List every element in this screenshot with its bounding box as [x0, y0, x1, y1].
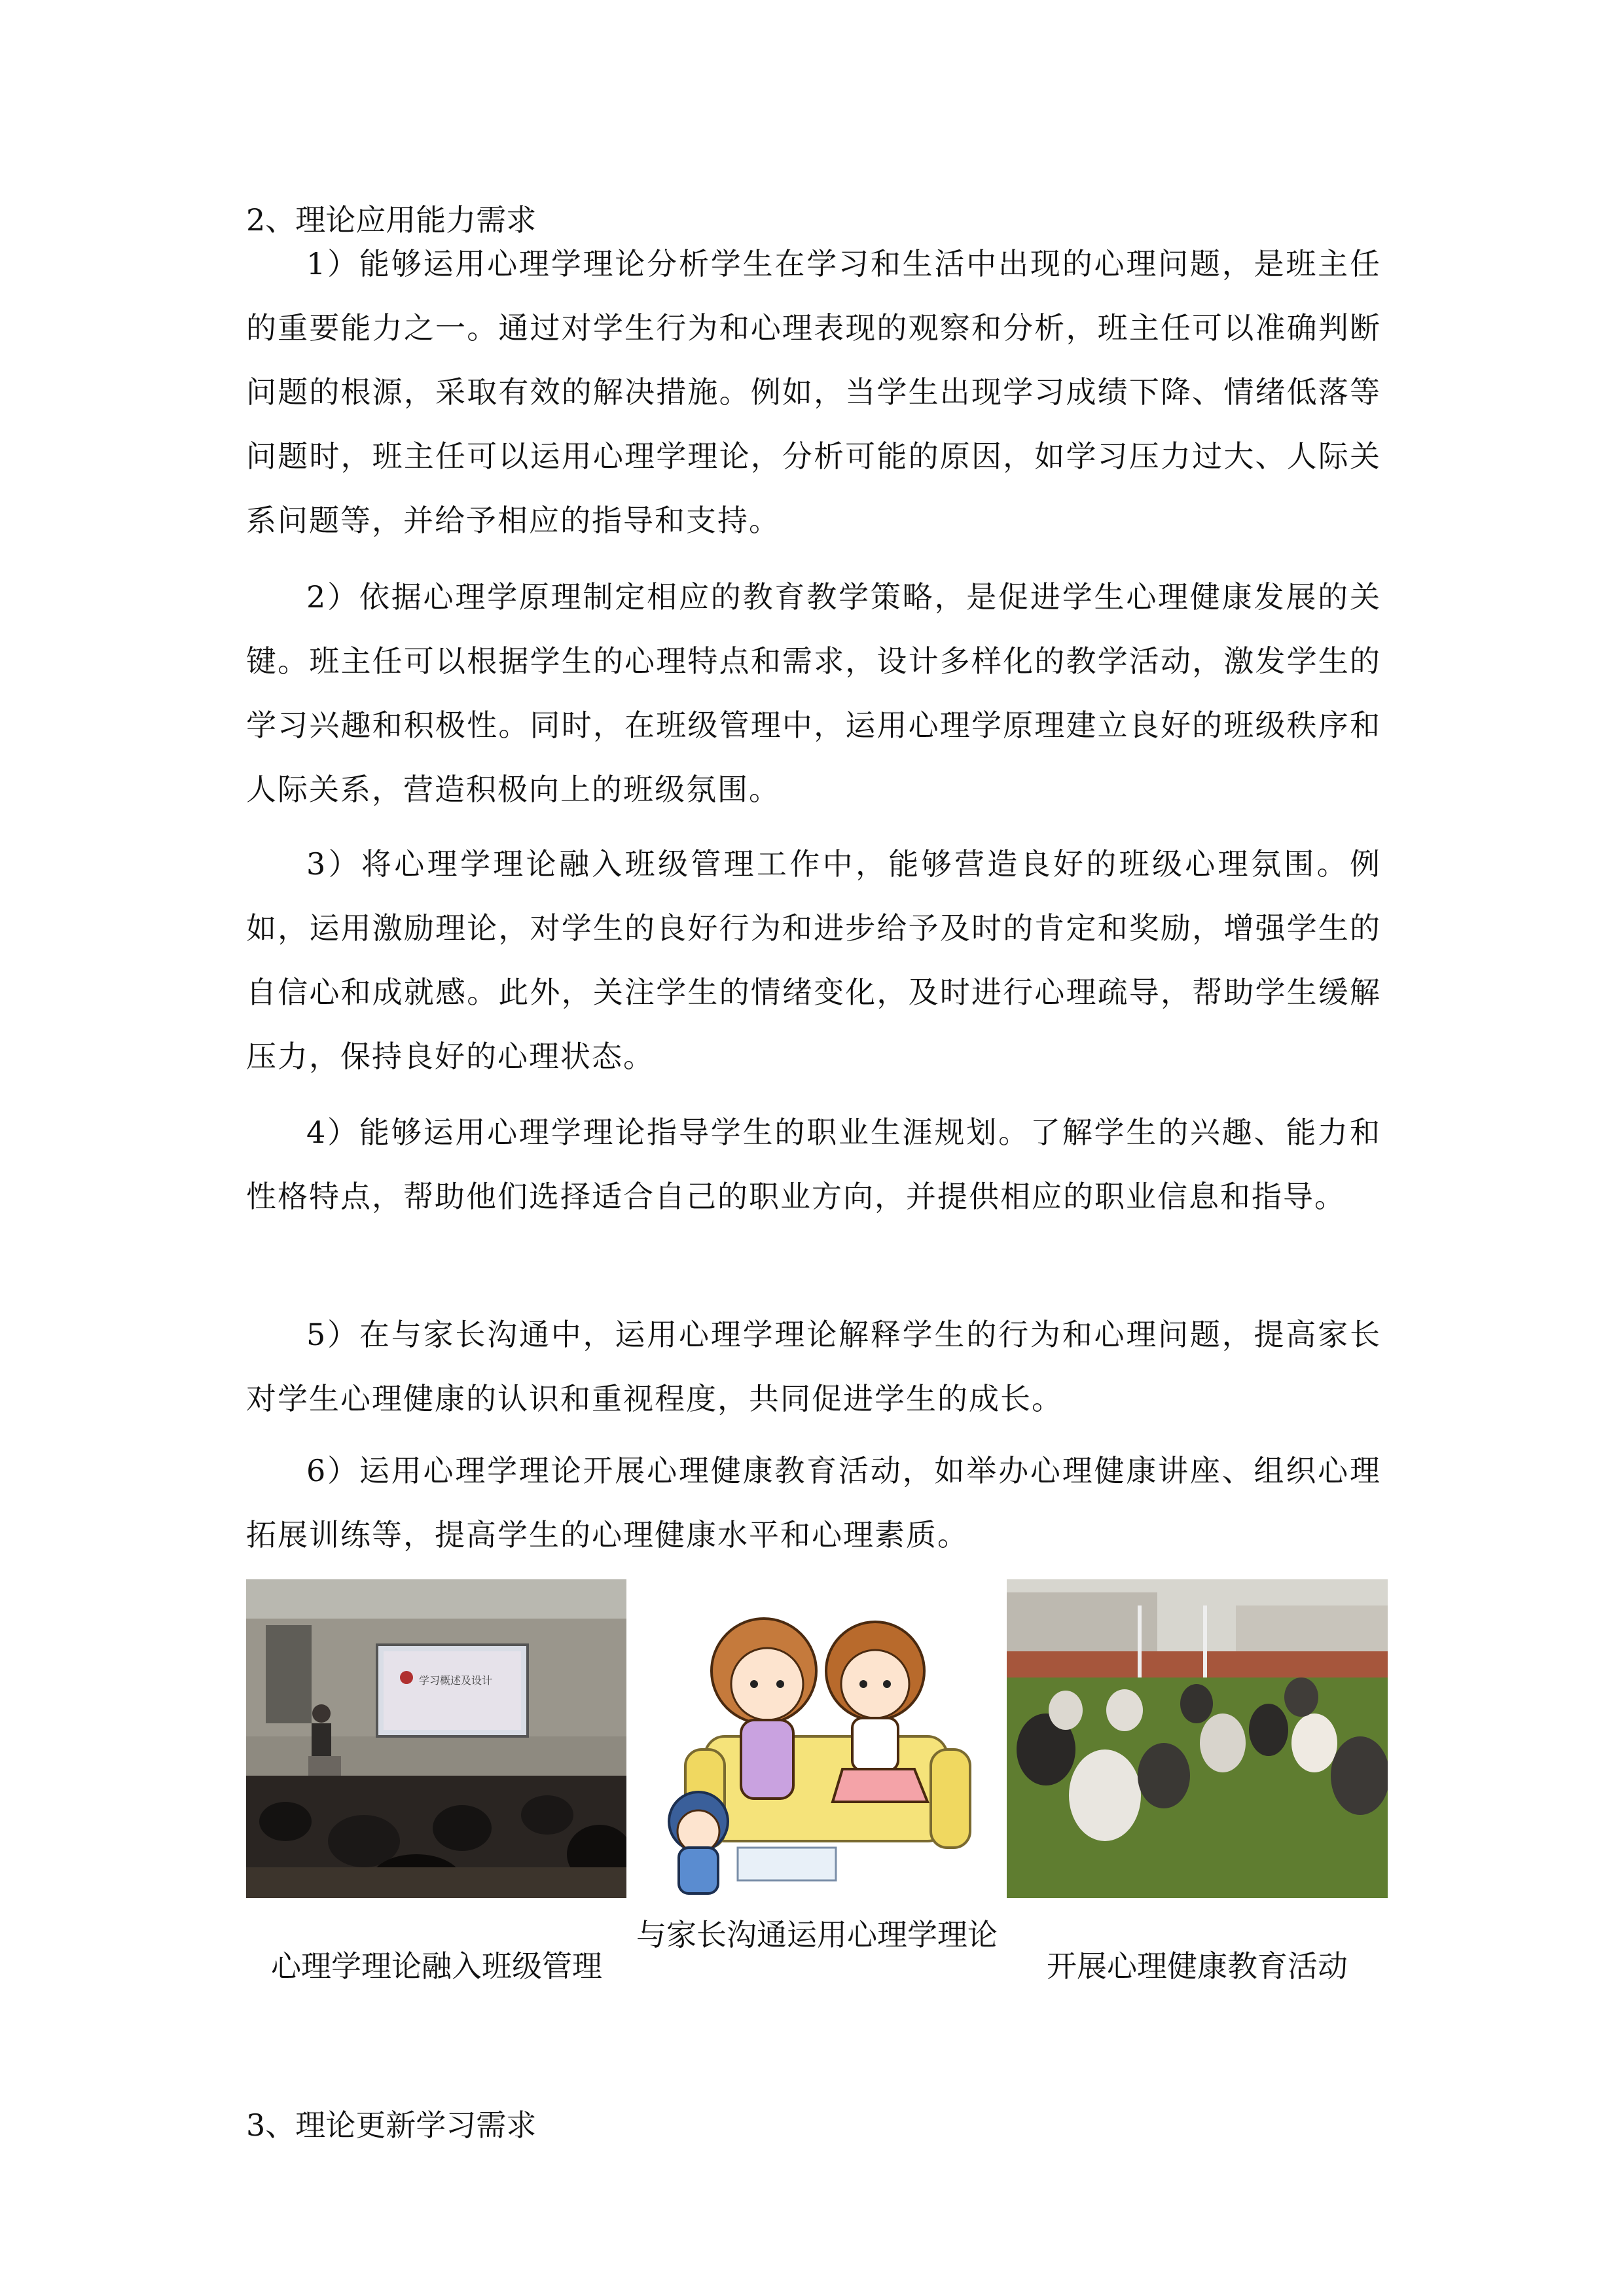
paragraph-5: 5）在与家长沟通中，运用心理学理论解释学生的行为和心理问题，提高家长对学生心理健康的认识和重视程度，共同促进学生的成长。 [246, 1317, 1381, 1416]
classroom-lecture-photo [246, 1579, 627, 1898]
outdoor-group-activity-photo [1007, 1579, 1388, 1898]
caption-group-activity: 开展心理健康教育活动 [1047, 1948, 1348, 1984]
parent-communication-illustration [626, 1579, 1007, 1898]
slide-title: 学习概述及设计 [418, 1674, 493, 1687]
paragraph-6: 6）运用心理学理论开展心理健康教育活动，如举办心理健康讲座、组织心理拓展训练等，提高学生的心理健康水平和心理素质。 [246, 1453, 1381, 1552]
paragraph-2: 2）依据心理学原理制定相应的教育教学策略，是促进学生心理健康发展的关键。班主任可以根据学生的心理特点和需求，设计多样化的教学活动，激发学生的学习兴趣和积极性。同时，在班级管理中，运用心理学原理建立良好的班级秩序和人际关系，营造积极向上的班级氛围。 [246, 579, 1381, 807]
section-2-heading: 2、理论应用能力需求 [246, 202, 537, 238]
section-3-heading: 3、理论更新学习需求 [246, 2108, 537, 2143]
caption-parent-communication: 与家长沟通运用心理学理论 [636, 1917, 998, 1952]
paragraph-1: 1）能够运用心理学理论分析学生在学习和生活中出现的心理问题，是班主任的重要能力之一。通过对学生行为和心理表现的观察和分析，班主任可以准确判断问题的根源，采取有效的解决措施。例如，当学生出现学习成绩下降、情绪低落等问题时，班主任可以运用心理学理论，分析可能的原因，如学习压力过大、人际关系问题等，并给予相应的指导和支持。 [246, 246, 1381, 538]
paragraph-3: 3）将心理学理论融入班级管理工作中，能够营造良好的班级心理氛围。例如，运用激励理论，对学生的良好行为和进步给予及时的肯定和奖励，增强学生的自信心和成就感。此外，关注学生的情绪变化，及时进行心理疏导，帮助学生缓解压力，保持良好的心理状态。 [246, 846, 1381, 1074]
caption-classroom: 心理学理论融入班级管理 [271, 1948, 602, 1984]
paragraph-4: 4）能够运用心理学理论指导学生的职业生涯规划。了解学生的兴趣、能力和性格特点，帮助他们选择适合自己的职业方向，并提供相应的职业信息和指导。 [246, 1115, 1381, 1214]
